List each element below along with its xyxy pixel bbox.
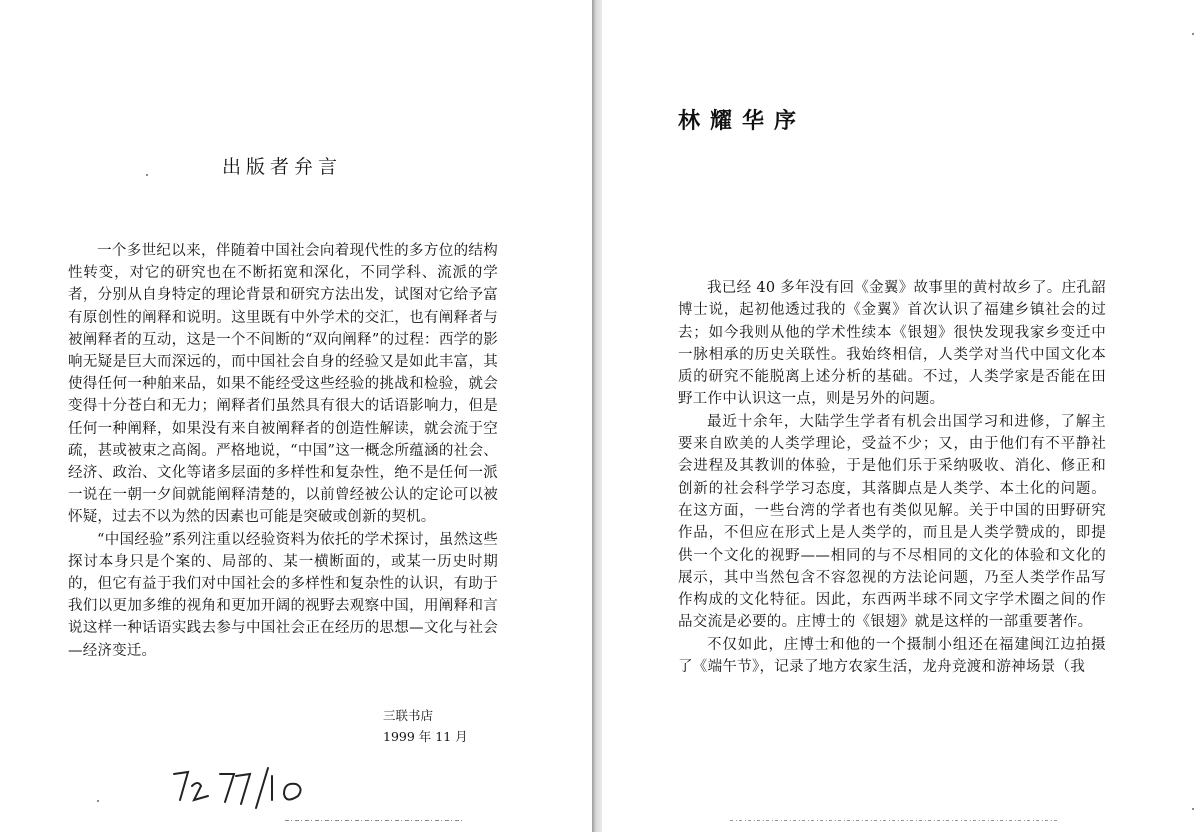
scan-dust [97, 800, 99, 802]
scan-dust [1192, 808, 1194, 810]
signature-block [383, 705, 468, 747]
scan-dust [1192, 33, 1194, 35]
preface-body [678, 277, 1106, 678]
publish-date: 1999 年 11 月 [383, 729, 468, 744]
book-gutter [592, 0, 602, 832]
page-title: 出版者弁言 [222, 156, 343, 178]
handwritten-note [168, 762, 318, 812]
publisher-name: 三联书店 [383, 708, 434, 723]
paragraph: 最近十余年，大陆学生学者有机会出国学习和进修，了解主要来自欧美的人类学理论，受益不少；又，由于他们有不平静社会进程及其教训的体验，于是他们乐于采纳吸收、消化、修正和创新的社会科学学习态度，其落脚点是人类学、本土化的问题。在这方面，一些台湾的学者也有类似见解。关于中国的田野研究作品，不但应在形式上是人类学的，而且是人类学赞成的，即提供一个文化的视野——相同的与不尽相同的文化的体验和文化的展示，其中当然包含不容忽视的方法论问题，乃至人类学作品写作构成的文化特征。因此，东西两半球不同文字学术圈之间的作品交流是必要的。庄博士的《银翅》就是这样的一部重要著作。 [678, 413, 1106, 631]
paragraph: 我已经 40 多年没有回《金翼》故事里的黄村故乡了。庄孔韶博士说，起初他透过我的《金翼》首次认识了福建乡镇社会的过去；如今我则从他的学术性续本《银翅》很快发现我家乡变迁中一脉相承的历史关联性。我始终相信，人类学对当代中国文化本质的研究不能脱离上述分析的基础。不过，人类学家是否能在田野工作中认识这一点，则是另外的问题。 [678, 280, 1106, 408]
scan-artifact [285, 819, 465, 822]
paragraph: 不仅如此，庄博士和他的一个摄制小组还在福建闽江边拍摄了《端午节》，记录了地方农家生活，龙舟竞渡和游神场景（我 [678, 636, 1106, 676]
preface-body [68, 240, 498, 662]
page-title: 林耀华序 [678, 108, 807, 134]
paragraph: 一个多世纪以来，伴随着中国社会向着现代性的多方位的结构性转变，对它的研究也在不断拓宽和深化，不同学科、流派的学者，分别从自身特定的理论背景和研究方法出发，试图对它给予富有原创性的阐释和说明。这里既有中外学术的交汇，也有阐释者与被阐释者的互动，这是一个不间断的“双向阐释”的过程：西学的影响无疑是巨大而深远的，而中国社会自身的经验又是如此丰富，其使得任何一种舶来品，如果不能经受这些经验的挑战和检验，就会变得十分苍白和无力；阐释者们虽然具有很大的话语影响力，但是任何一种阐释，如果没有来自被阐释者的创造性解读，就会流于空疏，甚或被束之高阁。严格地说，“中国”这一概念所蕴涵的社会、经济、政治、文化等诸多层面的多样性和复杂性，绝不是任何一派一说在一朝一夕间就能阐释清楚的，以前曾经被公认的定论可以被怀疑，过去不以为然的因素也可能是突破或创新的契机。 [68, 243, 498, 526]
scan-artifact [730, 819, 1060, 822]
left-page [0, 0, 592, 832]
scan-dust [146, 174, 148, 176]
right-page [602, 0, 1197, 832]
paragraph: “中国经验”系列注重以经验资料为依托的学术探讨，虽然这些探讨本身只是个案的、局部的、某一横断面的，或某一历史时期的，但它有益于我们对中国社会的多样性和复杂性的认识，有助于我们以更加多维的视角和更加开阔的视野去观察中国，用阐释和言说这样一种话语实践去参与中国社会正在经历的思想—文化与社会—经济变迁。 [68, 531, 498, 659]
